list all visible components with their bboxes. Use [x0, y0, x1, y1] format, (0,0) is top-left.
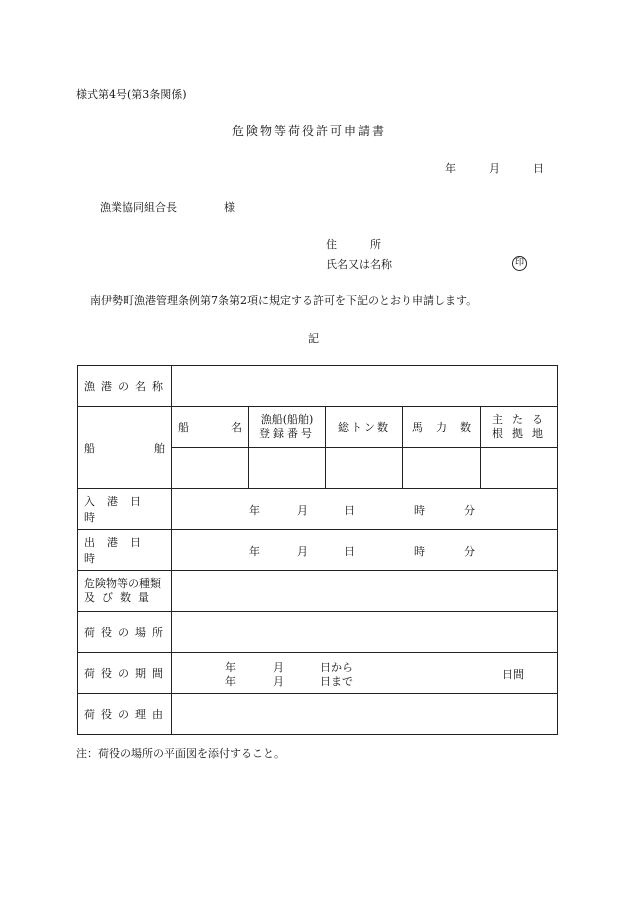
- applicant-address-label: 住 所: [326, 238, 381, 251]
- port-name-label: 漁港の名称: [84, 380, 169, 393]
- entry-hour: 時: [414, 504, 425, 517]
- home-base-header: [481, 407, 558, 448]
- horsepower-header-2: 力: [436, 421, 447, 434]
- vessel-name-header-2: 名: [231, 421, 242, 434]
- horsepower-header-3: 数: [460, 421, 471, 434]
- entry-day: 日: [344, 504, 355, 517]
- vessel-label-cell: [78, 407, 172, 489]
- hazmat-label-line-2: 及び数量: [84, 591, 156, 604]
- period-from-year: 年: [225, 661, 236, 674]
- applicant-name-label: 氏名又は名称: [326, 258, 392, 271]
- row-port-name: [78, 366, 558, 407]
- period-label-cell: [78, 653, 172, 694]
- hazmat-label-line-1: 危険物等の種類: [84, 577, 161, 590]
- period-from-month: 月: [273, 661, 284, 674]
- home-base-field[interactable]: [481, 448, 558, 489]
- vessel-label: [78, 440, 171, 456]
- vessel-label-char-1: 船: [84, 441, 95, 455]
- period-to-month: 月: [273, 675, 284, 688]
- period-to-year: 年: [225, 675, 236, 688]
- exit-year: 年: [249, 545, 260, 558]
- horsepower-header: [403, 407, 481, 448]
- seal-icon: 印: [512, 256, 527, 271]
- reason-field[interactable]: [172, 694, 558, 735]
- exit-minute: 分: [464, 545, 475, 558]
- date-line: [445, 160, 544, 176]
- row-period: [78, 653, 558, 694]
- vessel-name-header: [172, 407, 249, 448]
- period-from-day: 日から: [320, 661, 353, 674]
- period-days: 日間: [502, 668, 524, 681]
- row-hazmat: [78, 571, 558, 612]
- tonnage-header-text: 総トン数: [338, 421, 390, 434]
- date-year: 年: [445, 162, 456, 175]
- exit-label: 出港日時: [84, 536, 153, 565]
- ki-heading: 記: [308, 332, 319, 345]
- period-to-day: 日まで: [320, 675, 353, 688]
- registration-number-field[interactable]: [249, 448, 326, 489]
- place-label: 荷役の場所: [84, 626, 169, 639]
- tonnage-field[interactable]: [326, 448, 403, 489]
- row-reason: [78, 694, 558, 735]
- row-vessel-headers: [78, 407, 558, 448]
- addressee-name: 漁業協同組合長: [100, 201, 177, 214]
- exit-label-cell: [78, 530, 172, 571]
- row-place: [78, 612, 558, 653]
- hazmat-field[interactable]: [172, 571, 558, 612]
- home-base-header-line-2: 根拠地: [492, 427, 553, 440]
- seal-mark: [512, 255, 527, 271]
- reason-label-cell: [78, 694, 172, 735]
- port-name-field[interactable]: [172, 366, 558, 407]
- hazmat-label-cell: [78, 571, 172, 612]
- exit-datetime-field[interactable]: [172, 530, 558, 571]
- entry-label-cell: [78, 489, 172, 530]
- exit-month: 月: [297, 545, 308, 558]
- horsepower-header-1: 馬: [412, 421, 423, 434]
- reason-label: 荷役の理由: [84, 708, 169, 721]
- vessel-name-header-1: 船: [178, 421, 189, 434]
- registration-header-line-2: 登録番号: [259, 427, 315, 440]
- entry-label: 入港日時: [84, 495, 153, 524]
- vessel-label-char-2: 舶: [154, 441, 165, 455]
- vessel-name-field[interactable]: [172, 448, 249, 489]
- entry-year: 年: [249, 504, 260, 517]
- addressee-honorific: 様: [224, 201, 235, 214]
- row-entry: [78, 489, 558, 530]
- entry-minute: 分: [464, 504, 475, 517]
- row-exit: [78, 530, 558, 571]
- document-title: 危険物等荷役許可申請書: [232, 124, 387, 138]
- exit-day: 日: [344, 545, 355, 558]
- tonnage-header: [326, 407, 403, 448]
- port-name-label-cell: [78, 366, 172, 407]
- date-day: 日: [533, 162, 544, 175]
- horsepower-field[interactable]: [403, 448, 481, 489]
- place-label-cell: [78, 612, 172, 653]
- entry-datetime-field[interactable]: [172, 489, 558, 530]
- note-text: 注：荷役の場所の平面図を添付すること。: [76, 747, 285, 760]
- exit-hour: 時: [414, 545, 425, 558]
- period-field[interactable]: [172, 653, 558, 694]
- date-month: 月: [489, 162, 500, 175]
- period-label: 荷役の期間: [84, 667, 169, 680]
- application-table: [77, 365, 558, 735]
- addressee: [100, 199, 235, 215]
- home-base-header-line-1: 主たる: [492, 413, 553, 426]
- registration-header-line-1: 漁船(船舶): [260, 413, 314, 426]
- form-number: 様式第4号(第3条関係): [76, 88, 187, 101]
- entry-month: 月: [297, 504, 308, 517]
- place-field[interactable]: [172, 612, 558, 653]
- body-text: 南伊勢町漁港管理条例第7条第2項に規定する許可を下記のとおり申請します。: [90, 294, 478, 307]
- registration-number-header: [249, 407, 326, 448]
